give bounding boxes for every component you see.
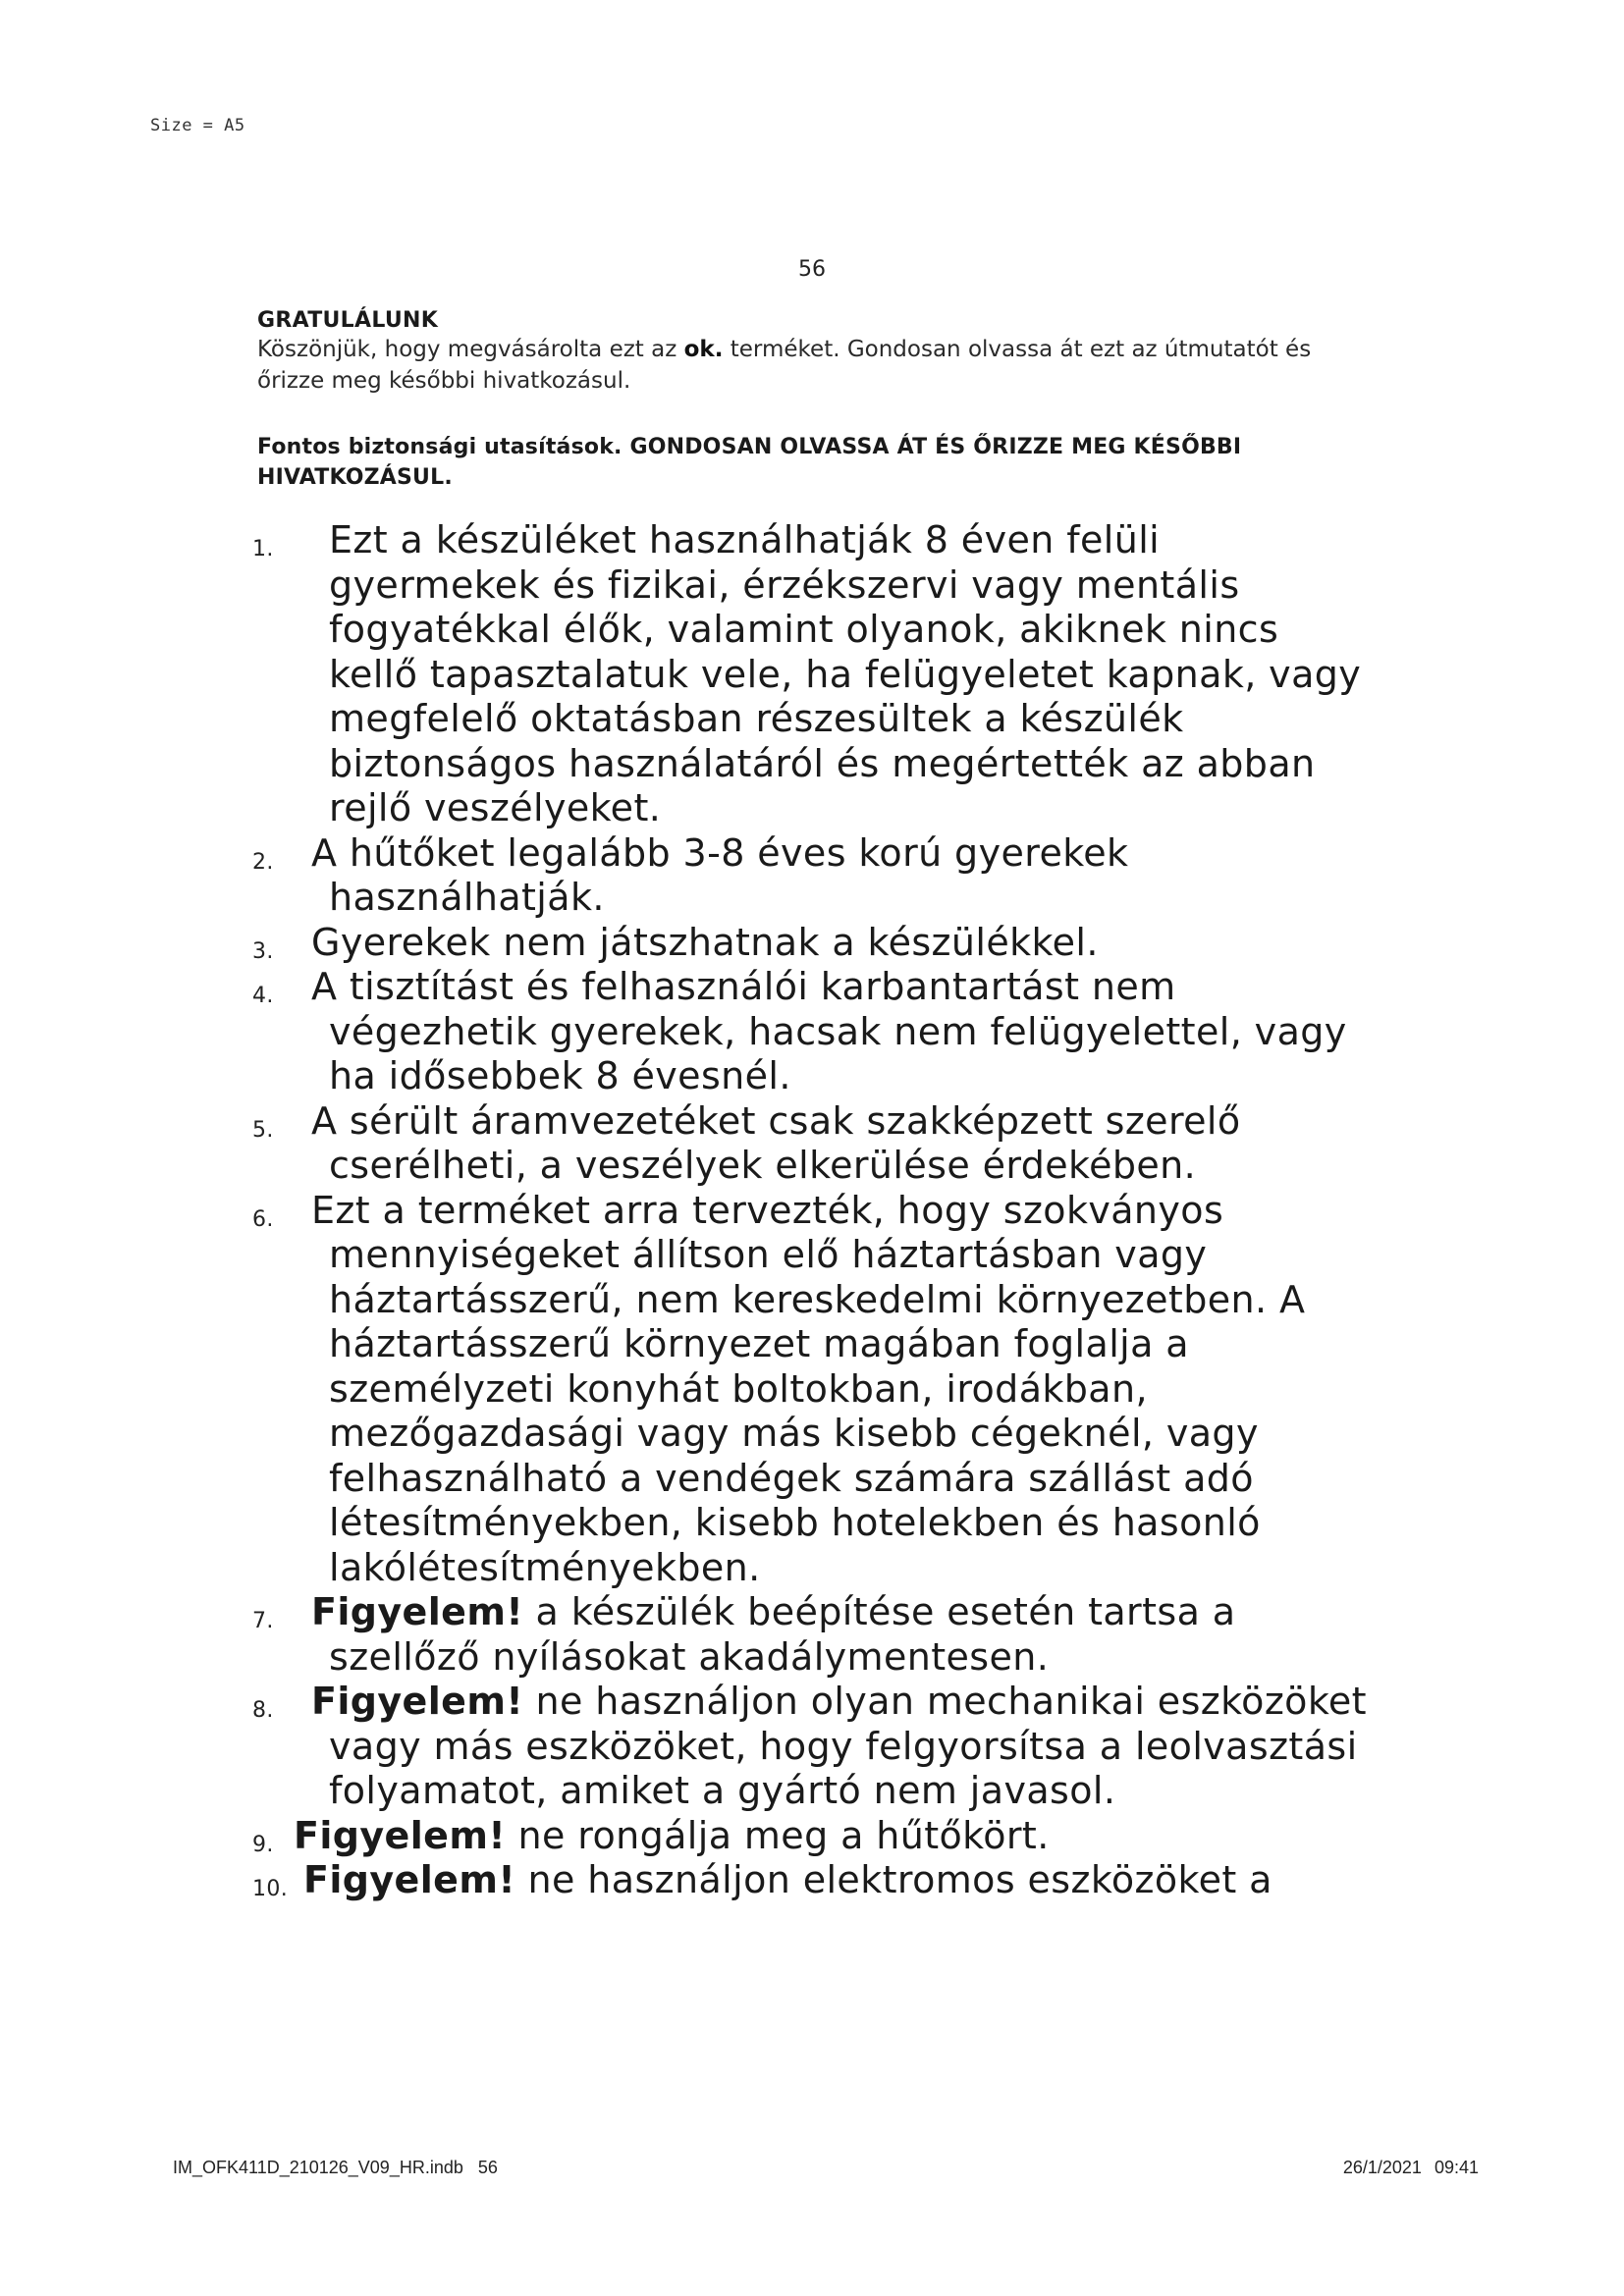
list-item	[252, 1814, 1372, 1859]
list-item-text	[303, 1858, 1372, 1903]
list-item	[252, 1680, 1372, 1814]
list-item-text: A tisztítást és felhasználói karbantartást nem végezhetik gyerekek, hacsak nem felügyelettel, vagy ha idősebbek 8 évesnél.	[311, 965, 1347, 1097]
intro-text-part-2: terméket. Gondosan olvassa át ezt az útmutatót és őrizze meg későbbi hivatkozásul.	[257, 337, 1312, 394]
list-item-body: ne használjon olyan mechanikai eszközöket vagy más eszközöket, hogy felgyorsítsa a leolvasztási folyamatot, amiket a gyártó nem javasol.	[329, 1680, 1367, 1812]
list-item-body: a készülék beépítése esetén tartsa a szellőző nyílásokat akadálymentesen.	[329, 1590, 1236, 1679]
footer-time: 09:41	[1434, 2158, 1479, 2177]
list-item-text: Ezt a terméket arra tervezték, hogy szokványos mennyiségeket állítson elő háztartásban vagy háztartásszerű, nem kereskedelmi környezetben. A háztartásszerű környezet magában foglalja a személyzeti konyhát boltokban, irodákban, mezőgazdasági vagy más kisebb cégeknél, vagy felhasználható a vendégek számára szállást adó létesítményekben, kisebb hotelekben és hasonló lakólétesítményekben.	[311, 1188, 1306, 1589]
warning-label: Figyelem!	[311, 1590, 524, 1633]
list-item-number: 5.	[252, 1117, 274, 1143]
footer-date: 26/1/2021	[1342, 2158, 1422, 2177]
list-item-number: 6.	[252, 1206, 274, 1232]
list-item-text	[294, 1814, 1372, 1859]
list-item	[252, 831, 1372, 921]
intro-section	[257, 308, 1377, 397]
list-item-text	[288, 1590, 1372, 1680]
list-item-body: ne használjon elektromos eszközöket a	[515, 1858, 1272, 1901]
list-item-text	[294, 1680, 1372, 1814]
list-item-text: Gyerekek nem játszhatnak a készülékkel.	[311, 920, 1099, 964]
list-item	[252, 1099, 1372, 1189]
list-item-body: ne rongálja meg a hűtőkört.	[506, 1813, 1050, 1857]
intro-text-part-1: Köszönjük, hogy megvásárolta ezt az	[257, 337, 684, 362]
print-slug: Size = A5	[150, 116, 245, 135]
list-item-number: 2.	[252, 849, 274, 875]
list-item-text: A hűtőket legalább 3-8 éves korú gyerekek használhatják.	[311, 830, 1129, 919]
list-item-number: 10.	[252, 1877, 289, 1901]
page-number: 56	[798, 257, 826, 282]
brand-name: ok.	[683, 337, 724, 362]
list-item-text: A sérült áramvezetéket csak szakképzett szerelő cserélheti, a veszélyek elkerülése érdekében.	[311, 1098, 1241, 1187]
list-item	[252, 1189, 1372, 1591]
intro-text	[257, 334, 1377, 397]
footer-file-info: IM_OFK411D_210126_V09_HR.indb 56	[173, 2158, 498, 2177]
list-item-number: 7.	[252, 1609, 274, 1633]
warning-label: Figyelem!	[294, 1813, 507, 1857]
safety-instructions-heading: Fontos biztonsági utasítások. GONDOSAN OLVASSA ÁT ÉS ŐRIZZE MEG KÉSŐBBI HIVATKOZÁSUL.	[257, 435, 1242, 490]
intro-heading: GRATULÁLUNK	[257, 308, 439, 333]
list-item	[252, 1590, 1372, 1680]
list-item-number: 1.	[252, 537, 274, 561]
list-item	[252, 1858, 1372, 1903]
list-item-number: 4.	[252, 984, 274, 1008]
list-item-text: Ezt a készüléket használhatják 8 éven felüli gyermekek és fizikai, érzékszervi vagy mentális fogyatékkal élők, valamint olyanok, akiknek nincs kellő tapasztalatuk vele, ha felügyeletet kapnak, vagy megfelelő oktatásban részesültek a készülék biztonságos használatáról és megértették az abban rejlő veszélyeket.	[329, 518, 1362, 829]
list-item	[252, 965, 1372, 1099]
footer-timestamp	[1343, 2158, 1479, 2178]
list-item	[252, 921, 1372, 966]
warning-label: Figyelem!	[303, 1858, 516, 1901]
list-item-number: 9.	[252, 1832, 274, 1857]
warning-label: Figyelem!	[311, 1680, 524, 1723]
list-item	[252, 518, 1372, 831]
list-item-number: 8.	[252, 1698, 274, 1723]
safety-list	[252, 518, 1372, 1903]
list-item-number: 3.	[252, 938, 274, 964]
